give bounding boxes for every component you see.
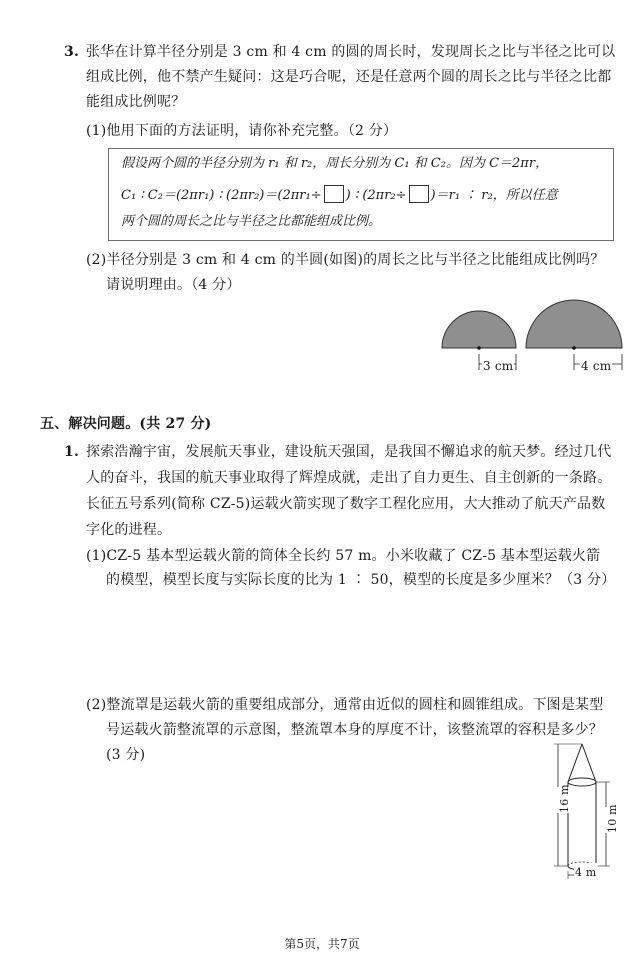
subquestion-text: 请说明理由。（4 分） [106,277,241,293]
subquestion-text: 号运载火箭整流罩的示意图，整流罩本身的厚度不计，该整流罩的容积是多少？ [106,722,603,738]
question-text: 张华在计算半径分别是 3 cm 和 4 cm 的圆的周长时，发现周长之比与半径之比可以 [86,44,616,60]
height-16m-label: 16 m [555,787,575,813]
large-center [572,346,576,350]
proof-text: C₁ ∶ C₂＝(2πr₁) ∶ (2πr₂)＝(2πr₁÷ [121,188,322,203]
page-footer: 第5页，共7页 [284,937,360,951]
diameter-4m-label: 4 m [574,863,598,883]
question-text: 长征五号系列(简称 CZ-5)运载火箭实现了数字工程化应用，大大推动了航天产品数 [86,496,606,512]
small-center [477,346,481,350]
question-text: 探索浩瀚宇宙，发展航天事业，建设航天强国，是我国不懈追求的航天梦。经过几代 [86,444,612,460]
proof-text: )＝r₁ ∶ r₂，所以任意 [430,188,558,203]
proof-text: ) ∶ (2πr₂÷ [345,188,407,203]
subquestion-text: (3 分) [106,747,146,763]
question-text: 人的奋斗，我国的航天事业取得了辉煌成就，走出了自力更生、自主创新的一条路。 [86,470,612,486]
proof-line: 假设两个圆的半径分别为 r₁ 和 r₂，周长分别为 C₁ 和 C₂。因为 C＝2πr， [121,156,549,171]
small-semicircle [442,311,516,348]
subquestion-text: (2)整流罩是运载火箭的重要组成部分，通常由近似的圆柱和圆锥组成。下图是某型 [86,697,604,713]
large-semicircle [526,300,622,348]
section-heading: 五、解决问题。(共 27 分) [40,416,212,432]
subquestion-text: (1)他用下面的方法证明，请你补充完整。（2 分） [86,123,398,139]
subquestion-text: (2)半径分别是 3 cm 和 4 cm 的半圆(如图)的周长之比与半径之比能组成比例吗？ [86,252,605,268]
question-number: 1. [64,444,80,460]
height-10m-label: 10 m [603,807,623,833]
question-text: 组成比例，他不禁产生疑问：这是巧合呢，还是任意两个圆的周长之比与半径之比都 [86,69,612,85]
question-text: 能组成比例呢？ [86,94,186,110]
subquestion-text: 的模型，模型长度与实际长度的比为 1 ∶ 50，模型的长度是多少厘米？（3 分） [106,572,616,588]
answer-blank[interactable] [409,185,429,203]
answer-blank[interactable] [324,185,344,203]
question-text: 字化的进程。 [86,522,172,538]
proof-line: 两个圆的周长之比与半径之比都能组成比例。 [121,214,382,229]
subquestion-text: (1)CZ-5 基本型运载火箭的筒体全长约 57 m。小米收藏了 CZ-5 基本型运载火箭 [86,548,601,564]
proof-box [108,148,614,241]
question-number: 3. [64,44,80,60]
small-radius-label: 3 cm [482,356,514,376]
proof-line [121,185,558,205]
large-radius-label: 4 cm [580,356,612,376]
